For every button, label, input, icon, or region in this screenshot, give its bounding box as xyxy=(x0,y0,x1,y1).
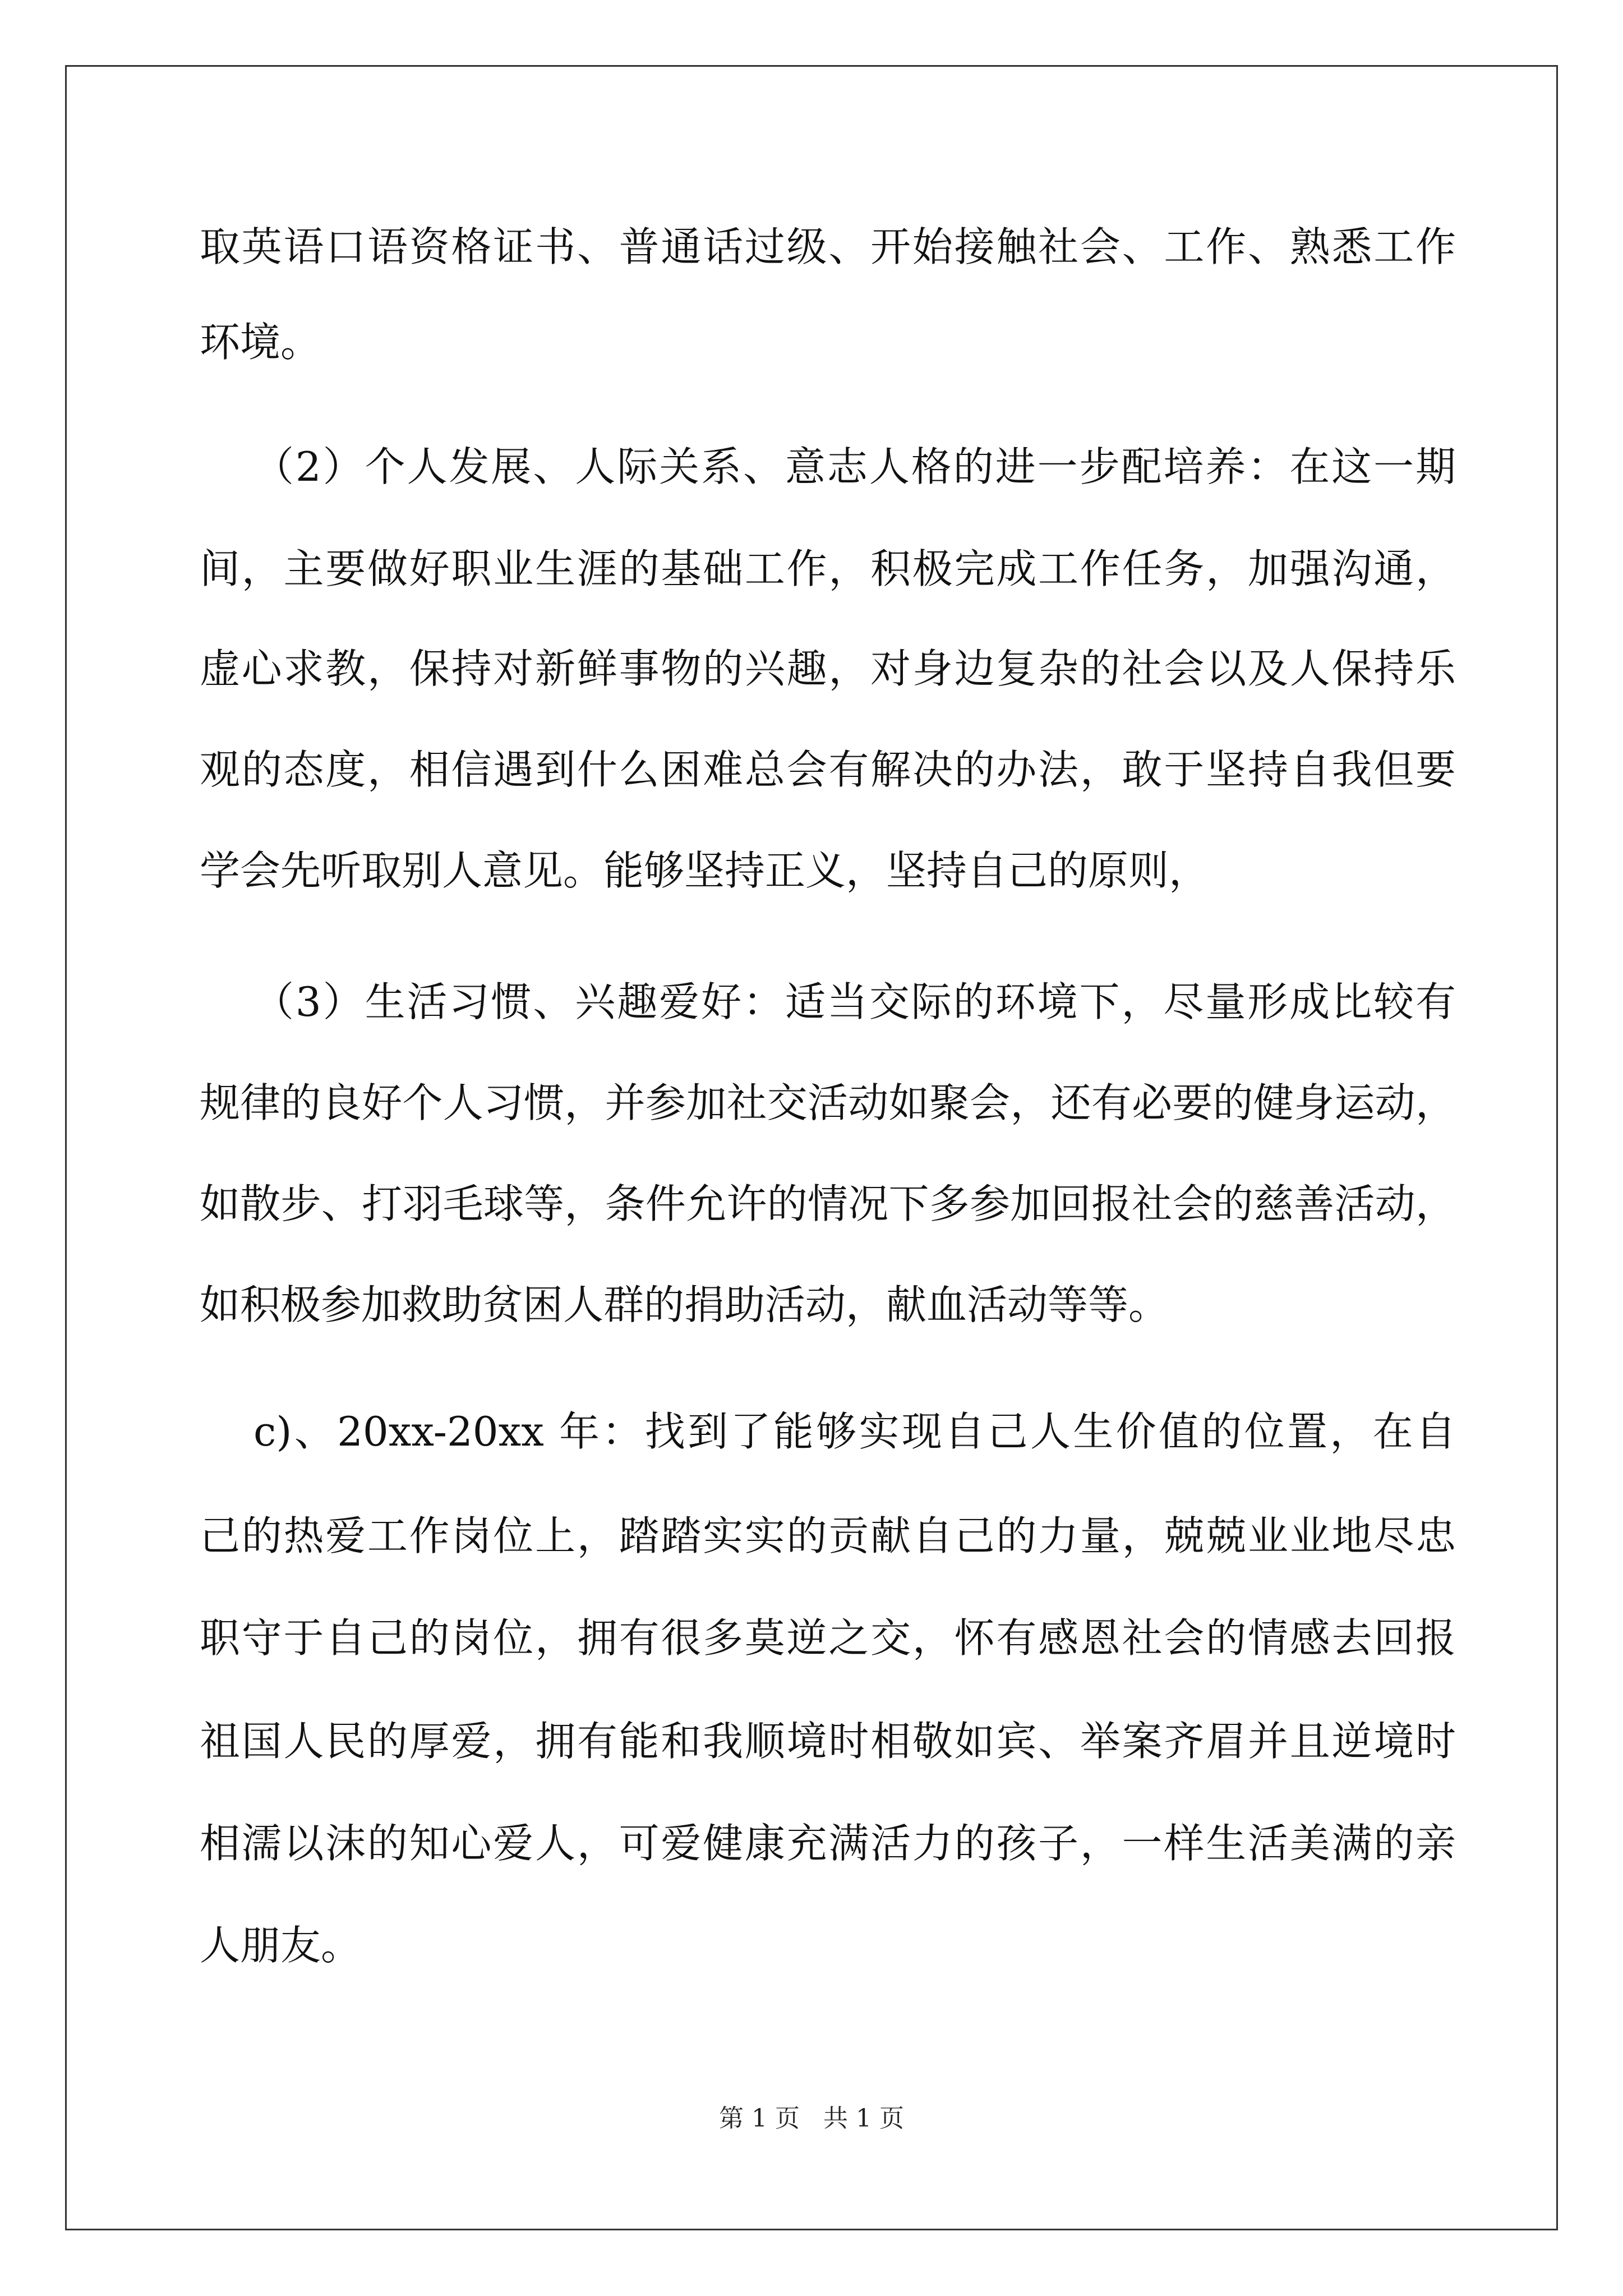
paragraph-2-line-1: （2）个人发展、人际关系、意志人格的进一步配培养：在这一期 xyxy=(253,443,1456,490)
paragraph-4-line-6: 人朋友。 xyxy=(200,1922,362,1969)
paragraph-3-line-2: 规律的良好个人习惯，并参加社交活动如聚会，还有必要的健身运动， xyxy=(200,1079,1456,1126)
paragraph-3-line-1: （3）生活习惯、兴趣爱好：适当交际的环境下，尽量形成比较有 xyxy=(253,978,1456,1025)
paragraph-4-line-5: 相濡以沫的知心爱人，可爱健康充满活力的孩子，一样生活美满的亲 xyxy=(200,1820,1456,1867)
paragraph-2-line-5: 学会先听取别人意见。能够坚持正义，坚持自己的原则， xyxy=(200,847,1210,894)
body-line-2: 环境。 xyxy=(200,319,321,366)
paragraph-2-line-3: 虚心求教，保持对新鲜事物的兴趣，对身边复杂的社会以及人保持乐 xyxy=(200,645,1456,692)
paragraph-3-line-4: 如积极参加救助贫困人群的捐助活动，献血活动等等。 xyxy=(200,1281,1169,1328)
paragraph-4-line-2: 己的热爱工作岗位上，踏踏实实的贡献自己的力量，兢兢业业地尽忠 xyxy=(200,1512,1456,1559)
page-border xyxy=(65,65,1558,2230)
page-footer: 第 1 页 共 1 页 xyxy=(719,2104,904,2133)
paragraph-4-line-4: 祖国人民的厚爱，拥有能和我顺境时相敬如宾、举案齐眉并且逆境时 xyxy=(200,1718,1456,1765)
paragraph-2-line-2: 间，主要做好职业生涯的基础工作，积极完成工作任务，加强沟通， xyxy=(200,545,1456,592)
paragraph-2-line-4: 观的态度，相信遇到什么困难总会有解决的办法，敢于坚持自我但要 xyxy=(200,746,1456,793)
paragraph-3-line-3: 如散步、打羽毛球等，条件允许的情况下多参加回报社会的慈善活动， xyxy=(200,1180,1456,1227)
paragraph-4-line-3: 职守于自己的岗位，拥有很多莫逆之交，怀有感恩社会的情感去回报 xyxy=(200,1614,1456,1662)
body-line-1: 取英语口语资格证书、普通话过级、开始接触社会、工作、熟悉工作 xyxy=(200,223,1456,270)
paragraph-4-line-1: c)、20xx-20xx 年：找到了能够实现自己人生价值的位置，在自 xyxy=(253,1408,1456,1455)
